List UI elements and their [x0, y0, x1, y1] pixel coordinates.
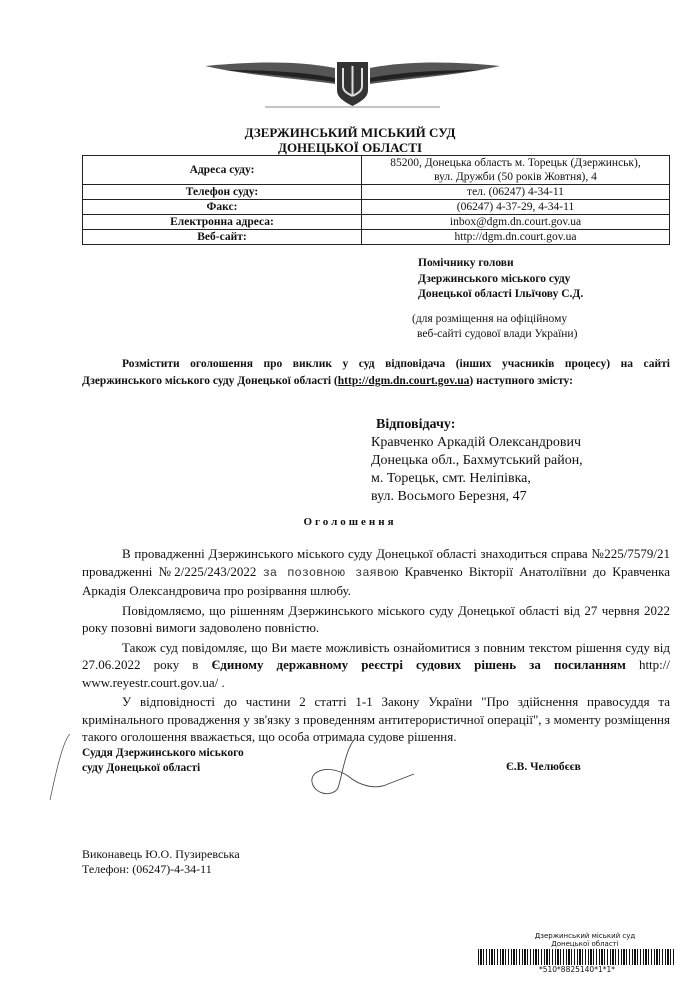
instruction-text-end: ) наступного змісту: — [469, 375, 573, 387]
fax-label: Факс: — [83, 200, 362, 215]
respondent-block — [371, 416, 583, 506]
p1-text: В провадженні Дзержинського міського суду Донецької області знаходиться справа №225/7579/21 провадженні №2/225/243/2022 — [82, 546, 670, 579]
instruction-line2 — [82, 373, 670, 390]
address-line2: вул. Дружби (50 років Жовтня), 4 — [434, 171, 597, 183]
p1-text-end: Кравченко Вікторії Анатоліївни до Кравченка Аркадія Олександровича про розірвання шлюбу. — [82, 563, 671, 598]
table-row-phone — [83, 185, 670, 200]
table-row-address — [83, 156, 670, 185]
respondent-address-line2: м. Торецьк, смт. Неліпівка, — [371, 471, 531, 486]
address-value — [362, 156, 670, 185]
barcode-number: *510*8825140*1*1* — [538, 965, 615, 974]
website-value: http://dgm.dn.court.gov.ua — [362, 230, 670, 245]
phone-value: тел. (06247) 4-34-11 — [362, 185, 670, 200]
p3-text: Також суд повідомляє, що Ви маєте можливість ознайомитися з повним текстом рішення суду від 27.06.2022 року в — [82, 639, 670, 672]
announcement-paragraph-3 — [82, 639, 670, 692]
table-row-email — [83, 215, 670, 230]
website-label: Веб-сайт: — [83, 230, 362, 245]
barcode-icon — [478, 949, 676, 965]
trident-coat-of-arms-icon — [205, 52, 500, 110]
instruction-text: Дзержинського міського суду Донецької області ( — [82, 375, 338, 387]
respondent-heading: Відповідачу: — [376, 417, 456, 432]
placement-note-line1: (для розміщення на офіційному — [412, 313, 568, 325]
court-info-table — [82, 155, 670, 245]
respondent-address-line1: Донецька обл., Бахмутський район, — [371, 453, 583, 468]
judge-title-line2: суду Донецької області — [82, 762, 201, 774]
addressee-block — [418, 256, 583, 303]
stamp-line2: Донецької області — [551, 940, 619, 948]
executor-name: Виконавець Ю.О. Пузиревська — [82, 847, 240, 861]
executor-phone: Телефон: (06247)-4-34-11 — [82, 862, 212, 876]
executor-block — [82, 847, 240, 877]
addressee-line1: Помічнику голови — [418, 257, 514, 269]
email-value: inbox@dgm.dn.court.gov.ua — [362, 215, 670, 230]
announcement-paragraph-1 — [82, 545, 670, 600]
p3-bold-text: Єдиному державному реєстрі судових рішень за посиланням — [211, 657, 626, 672]
stamp-line1: Дзержинський міський суд — [534, 932, 636, 940]
address-line1: 85200, Донецька область м. Торецьк (Дзержинськ), — [390, 157, 641, 169]
instruction-line1: Розмістити оголошення про виклик у суд відповідача (інших учасників процесу) на сайті — [122, 358, 670, 370]
placement-instruction — [82, 356, 670, 390]
margin-mark-icon — [48, 732, 78, 802]
announcement-title: Оголошення — [303, 516, 397, 528]
address-label: Адреса суду: — [83, 156, 362, 185]
table-row-fax — [83, 200, 670, 215]
court-name-line1: ДЗЕРЖИНСЬКИЙ МІСЬКИЙ СУД — [244, 125, 456, 140]
judge-name: Є.В. Челюбєєв — [506, 761, 581, 773]
announcement-body — [82, 545, 670, 748]
court-stamp — [500, 932, 670, 948]
announcement-paragraph-2: Повідомляємо, що рішенням Дзержинського міського суду Донецької області від 27 червня 2022 року позовні вимоги задоволено повністю. — [82, 602, 670, 635]
phone-label: Телефон суду: — [83, 185, 362, 200]
p1-mono-text: за позовною заявою — [262, 565, 399, 580]
placement-note — [412, 312, 577, 342]
court-website-link[interactable]: http://dgm.dn.court.gov.ua — [337, 375, 470, 387]
judge-title-line1: Суддя Дзержинського міського — [82, 747, 244, 759]
addressee-line2: Дзержинського міського суду — [418, 272, 571, 285]
placement-note-line2: веб-сайті судової влади України) — [417, 328, 578, 340]
respondent-address-line3: вул. Восьмого Березня, 47 — [371, 489, 527, 504]
addressee-line3: Донецької області Ільїчову С.Д. — [418, 288, 584, 300]
email-label: Електронна адреса: — [83, 215, 362, 230]
judge-title — [82, 746, 244, 776]
announcement-paragraph-4: У відповідності до частини 2 статті 1-1 Закону України "Про здійснення правосуддя та кримінального провадження у зв'язку з проведенням антитерористичної операції", з моменту розміщення такого оголошення вважається, що особа отримала судове рішення. — [82, 694, 670, 744]
handwritten-signature-icon — [308, 736, 418, 796]
registry-link[interactable]: http:// www.reyestr.court.gov.ua/ . — [82, 657, 670, 690]
fax-value: (06247) 4-37-29, 4-34-11 — [362, 200, 670, 215]
court-name-heading — [0, 125, 700, 155]
respondent-name: Кравченко Аркадій Олександрович — [371, 435, 582, 450]
table-row-website — [83, 230, 670, 245]
court-name-line2: ДОНЕЦЬКОЇ ОБЛАСТІ — [278, 140, 422, 155]
